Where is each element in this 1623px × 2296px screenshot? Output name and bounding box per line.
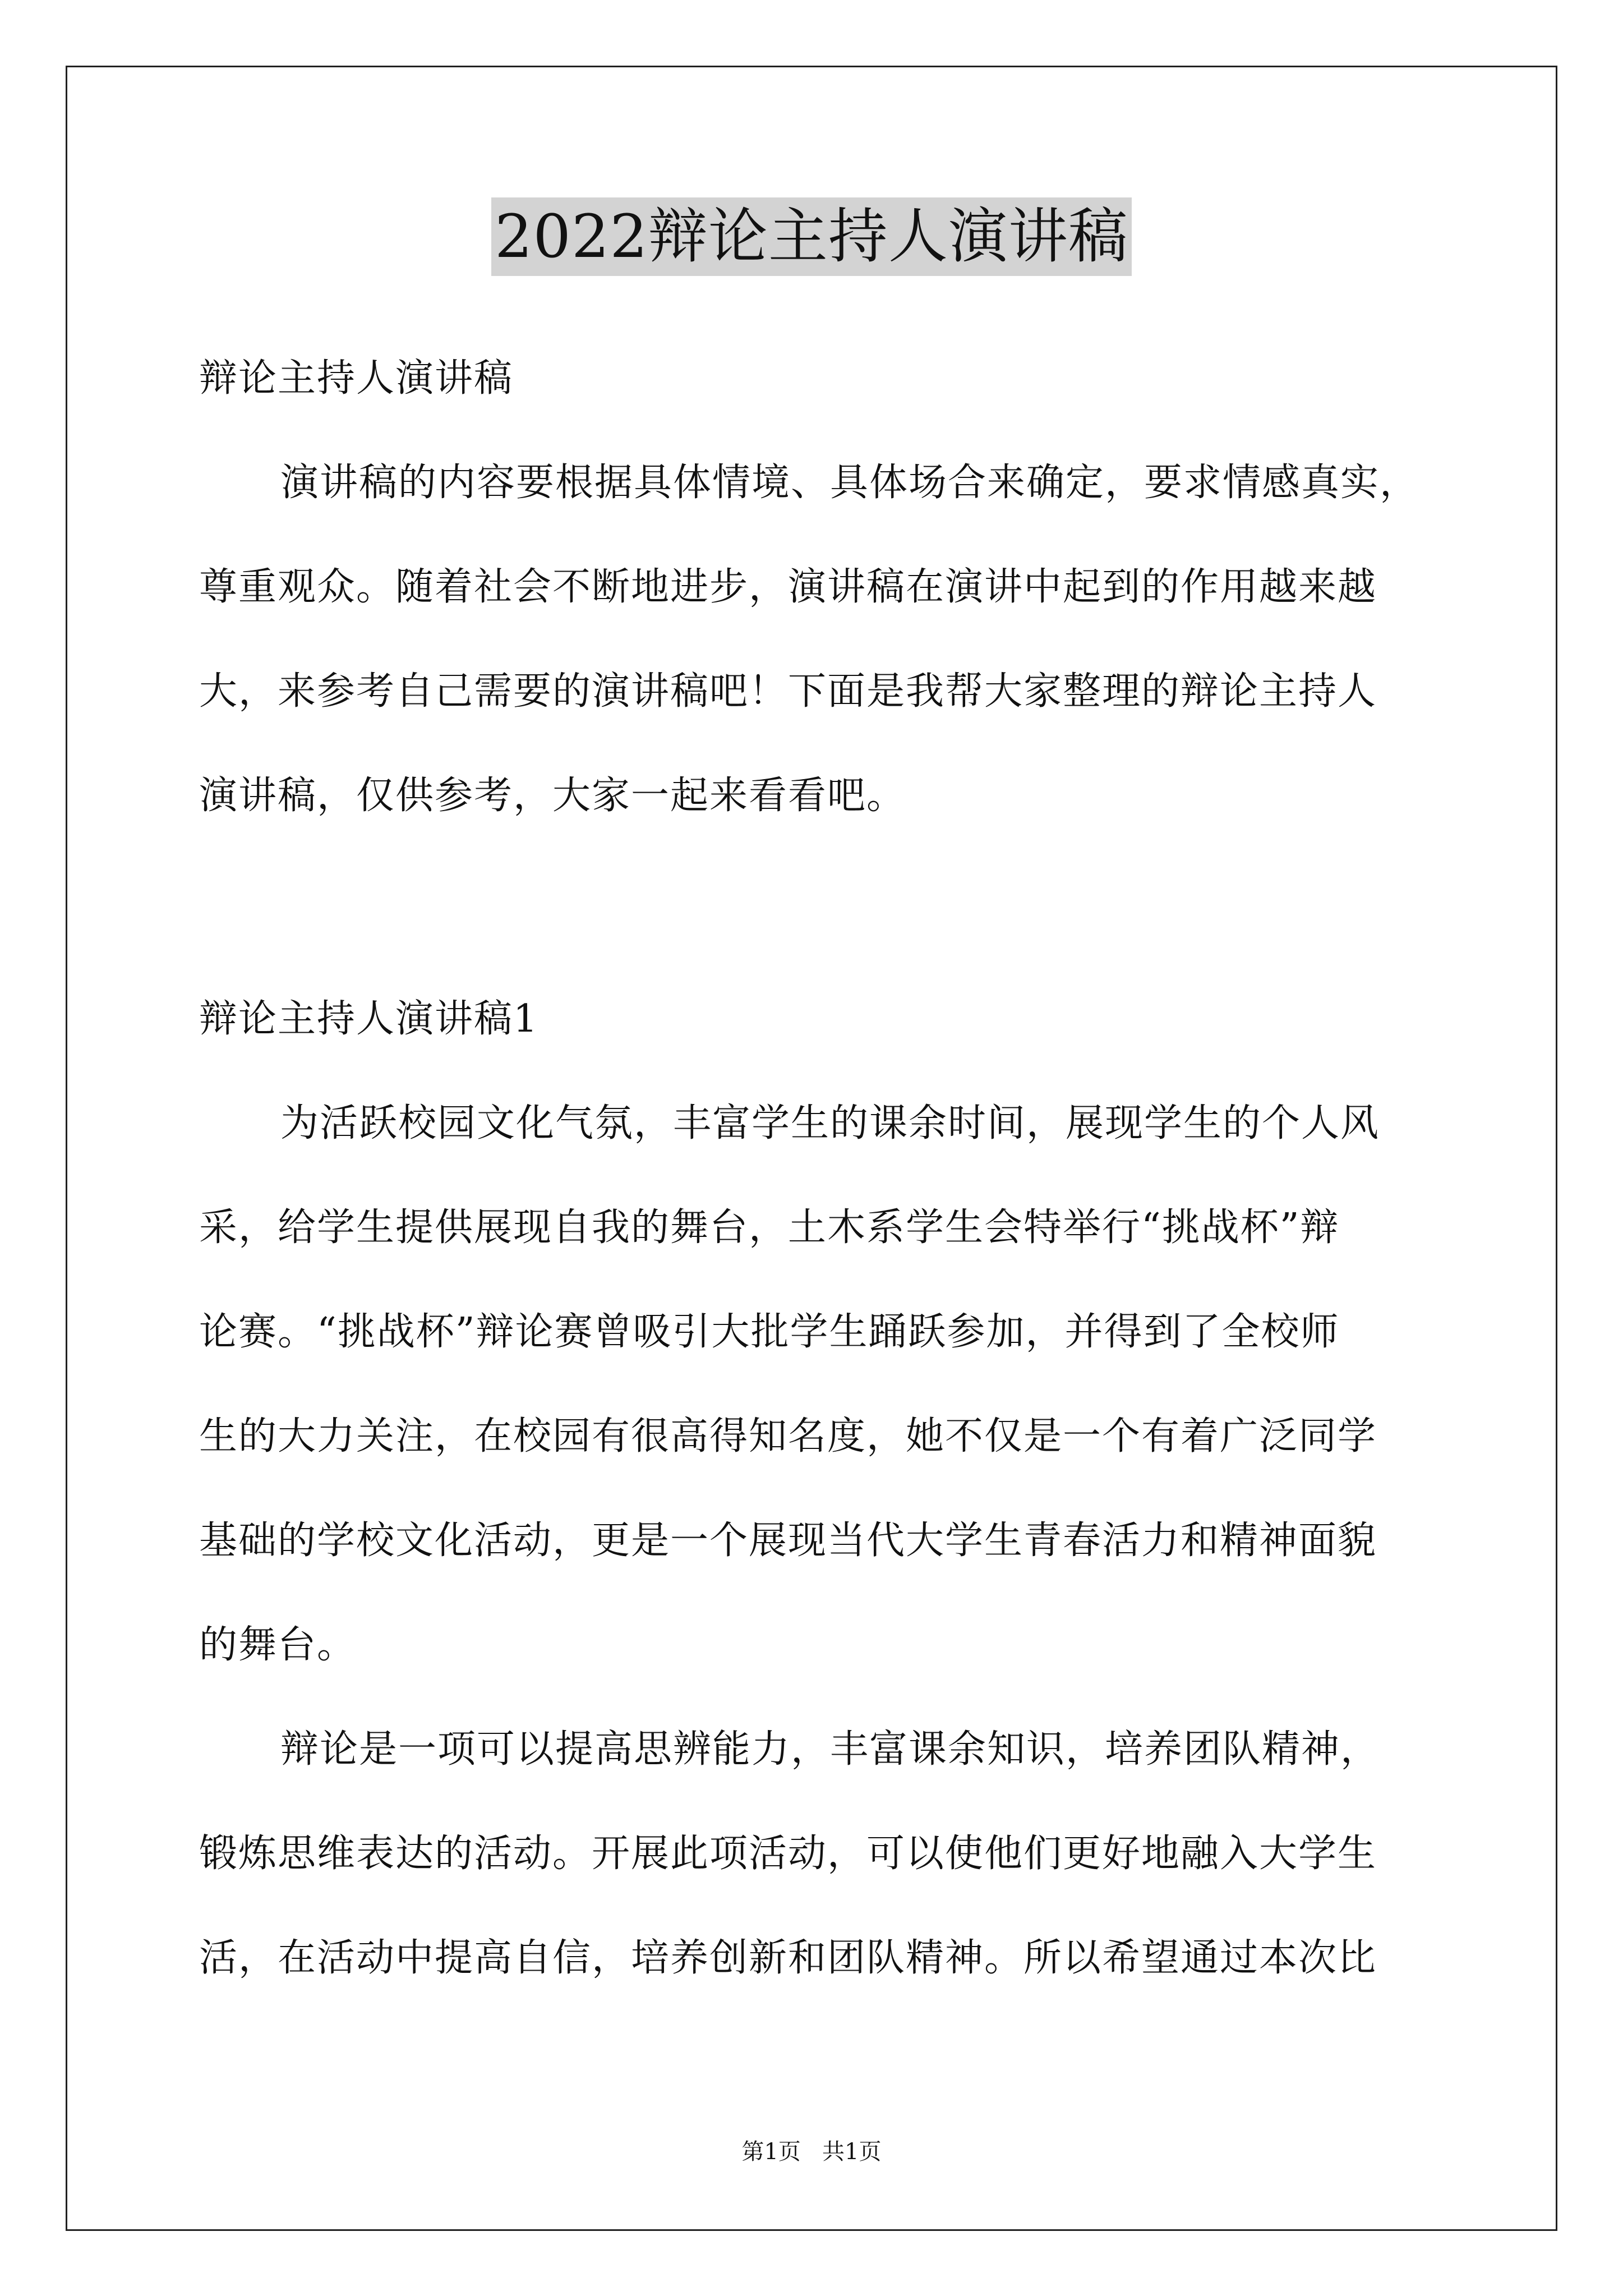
paragraph-line: 论赛。“挑战杯”辩论赛曾吸引大批学生踊跃参加，并得到了全校师 (199, 1310, 1340, 1354)
section-heading: 辩论主持人演讲稿1 (199, 997, 539, 1041)
page-footer: 第1页 共1页 (741, 2139, 882, 2165)
subtitle-line: 辩论主持人演讲稿 (199, 356, 514, 401)
paragraph-line: 大，来参考自己需要的演讲稿吧！下面是我帮大家整理的辩论主持人 (199, 669, 1377, 714)
title-container (0, 197, 1623, 276)
paragraph-line: 锻炼思维表达的活动。开展此项活动，可以使他们更好地融入大学生 (199, 1832, 1377, 1876)
paragraph-line: 尊重观众。随着社会不断地进步，演讲稿在演讲中起到的作用越来越 (199, 565, 1377, 609)
paragraph-line: 演讲稿的内容要根据具体情境、具体场合来确定，要求情感真实， (280, 461, 1419, 505)
paragraph-line: 辩论是一项可以提高思辨能力，丰富课余知识，培养团队精神， (280, 1727, 1380, 1772)
paragraph-line: 活，在活动中提高自信，培养创新和团队精神。所以希望通过本次比 (199, 1936, 1377, 1980)
document-title: 2022辩论主持人演讲稿 (491, 197, 1132, 276)
paragraph-line: 基础的学校文化活动，更是一个展现当代大学生青春活力和精神面貌 (199, 1519, 1377, 1563)
paragraph-line: 演讲稿，仅供参考，大家一起来看看吧。 (199, 774, 906, 818)
paragraph-line: 的舞台。 (199, 1623, 357, 1667)
paragraph-line: 采，给学生提供展现自我的舞台，土木系学生会特举行“挑战杯”辩 (199, 1205, 1340, 1250)
paragraph-line: 生的大力关注，在校园有很高得知名度，她不仅是一个有着广泛同学 (199, 1414, 1377, 1458)
paragraph-line: 为活跃校园文化气氛，丰富学生的课余时间，展现学生的个人风 (280, 1101, 1380, 1145)
